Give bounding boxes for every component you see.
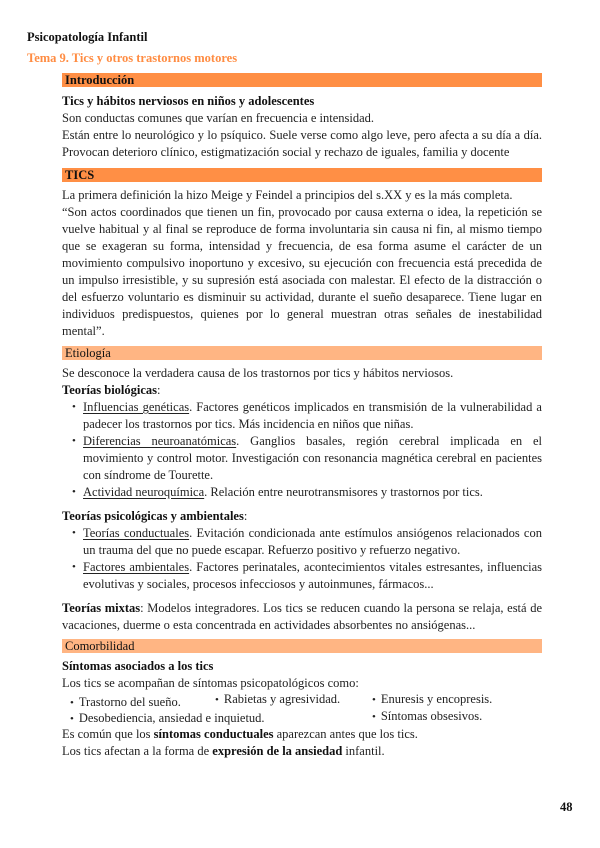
list-item: • Desobediencia, ansiedad e inquietud. [70, 710, 265, 728]
comorbilidad-paragraph-1: Los tics se acompañan de síntomas psicopatológicos como: [62, 676, 359, 690]
item-text: . Factores perinatales, acontecimientos vitales estresantes, influencias evolutivas y sociales, procesos infecciosos y autoinmunes, fármacos... [83, 560, 543, 591]
etiologia-paragraph-1: Se desconoce la verdadera causa de los trastornos por tics y hábitos nerviosos. [62, 366, 454, 380]
course-title: Psicopatología Infantil [27, 30, 148, 44]
item-text: . Evitación condicionada ante estímulos ansiógenos relacionados con un trauma del que no puede escapar. Refuerzo positivo y refuerzo negativo. [83, 526, 542, 557]
emphasis: síntomas conductuales [153, 727, 274, 741]
section-header-comorbilidad: Comorbilidad [62, 639, 542, 653]
comorbilidad-body [62, 658, 542, 760]
list-item [83, 559, 542, 593]
list-item [83, 525, 542, 559]
list-item [83, 484, 542, 501]
intro-subtitle: Tics y hábitos nerviosos en niños y adolescentes [62, 94, 315, 108]
intro-body [62, 93, 542, 161]
list-item: • Trastorno del sueño. [70, 694, 181, 712]
psy-theories-list [62, 525, 542, 593]
etiologia-body: Se desconoce la verdadera causa de los trastornos por tics y hábitos nerviosos. Teorías biológicas: • Influencias genéticas. Factores genéticos implicados en transmisión de la vulnerabilidad a padecer los trastornos por tics. Más incidencia en niños que niñas. • Diferencias neuroanatómicas. Ganglios basales, región cerebral implicada en el movimiento y control motor. Investigación con resonancia magnética cerebral en pacientes con síndrome de Tourette. • Actividad neuroquímica. Relación entre neurotransmisores y trastornos por tics. Teorías psicológicas y ambientales: • Teorías conductuales. Evitación condicionada ante estímulos ansiógenos relacionados con un trauma del que no puede escapar. Refuerzo positivo y refuerzo negativo. • Factores ambientales. Factores perinatales, acontecimientos vitales estresantes, influencias evolutivas y sociales, procesos infecciosos y autoinmunes, fármacos... Teorías mixtas: Modelos integradores. Los tics se reducen cuando la persona se relaja, está de vacaciones, duerme o esta concentrada en actividades absorbentes no ansiógenas... [62, 365, 542, 634]
tics-paragraph-1: La primera definición la hizo Meige y Feindel a principios del s.XX y es la más completa. [62, 188, 513, 202]
comorbilidad-paragraph-2 [62, 726, 542, 743]
item-lead: Factores ambientales [83, 560, 190, 574]
page-number: 48 [560, 800, 573, 814]
text: infantil. [342, 744, 385, 758]
bio-theories-list [62, 399, 542, 501]
mixed-theories-text: : Modelos integradores. Los tics se reducen cuando la persona se relaja, está de vacaciones, duerme o esta concentrada en actividades absorbentes no ansiógenas... [62, 601, 543, 632]
section-header-etiologia: Etiología [62, 346, 542, 360]
section-header-tics: TICS [62, 168, 542, 182]
text: Es común que los [62, 727, 154, 741]
tics-body [62, 187, 542, 340]
emphasis: expresión de la ansiedad [212, 744, 343, 758]
intro-paragraph-2: Están entre lo neurológico y lo psíquico. Suele verse como algo leve, pero afecta a su día a día. Provocan deterioro clínico, estigmatización social y rechazo de iguales, familia y docente [62, 128, 542, 159]
item-lead: Teorías conductuales [83, 526, 190, 540]
tics-definition-quote: “Son actos coordinados que tienen un fin, provocado por causa externa o idea, la repetición se vuelve habitual y al final se reproduce de forma involuntaria sin causa ni fin, al mismo tiempo que se exageran su forma, intensidad y frecuencia, de esa forma asume el carácter de un movimiento compulsivo inoportuno y excesivo, su ejecución con frecuencia está precedida de un impulso irresistible, y su supresión está asociada con malestar. El efecto de la distracción o del esfuerzo voluntario es disminuir su actividad, durante el sueño desaparece. Tiene lugar en individuos predispuestos, quienes por lo general muestran otras señales de inestabilidad mental”. [62, 205, 542, 338]
topic-title: Tema 9. Tics y otros trastornos motores [27, 51, 238, 65]
list-item: • Síntomas obsesivos. [372, 708, 482, 726]
comorbilidad-subtitle: Síntomas asociados a los tics [62, 659, 214, 673]
list-item: • Rabietas y agresividad. [215, 691, 340, 709]
text: aparezcan antes que los tics. [273, 727, 418, 741]
list-item [83, 399, 542, 433]
item-lead: Actividad neuroquímica [83, 485, 205, 499]
item-text: . Relación entre neurotransmisores y trastornos por tics. [204, 485, 483, 499]
text: Los tics afectan a la forma de [62, 744, 213, 758]
item-text: . Factores genéticos implicados en transmisión de la vulnerabilidad a padecer los trastornos por tics. Más incidencia en niños que niñas. [83, 400, 542, 431]
list-item: • Enuresis y encopresis. [372, 691, 492, 709]
list-item [83, 433, 542, 484]
symptoms-list [62, 692, 542, 726]
section-header-intro: Introducción [62, 73, 542, 87]
intro-paragraph-1: Son conductas comunes que varían en frecuencia e intensidad. [62, 111, 375, 125]
bio-theories-label: Teorías biológicas [62, 383, 158, 397]
item-lead: Influencias genéticas [83, 400, 190, 414]
mixed-theories-label: Teorías mixtas [62, 601, 141, 615]
comorbilidad-paragraph-3 [62, 743, 542, 760]
psy-theories-label: Teorías psicológicas y ambientales [62, 509, 244, 523]
item-lead: Diferencias neuroanatómicas [83, 434, 237, 448]
item-text: . Ganglios basales, región cerebral implicada en el movimiento y control motor. Investigación con resonancia magnética cerebral en pacientes con síndrome de Tourette. [83, 434, 543, 482]
